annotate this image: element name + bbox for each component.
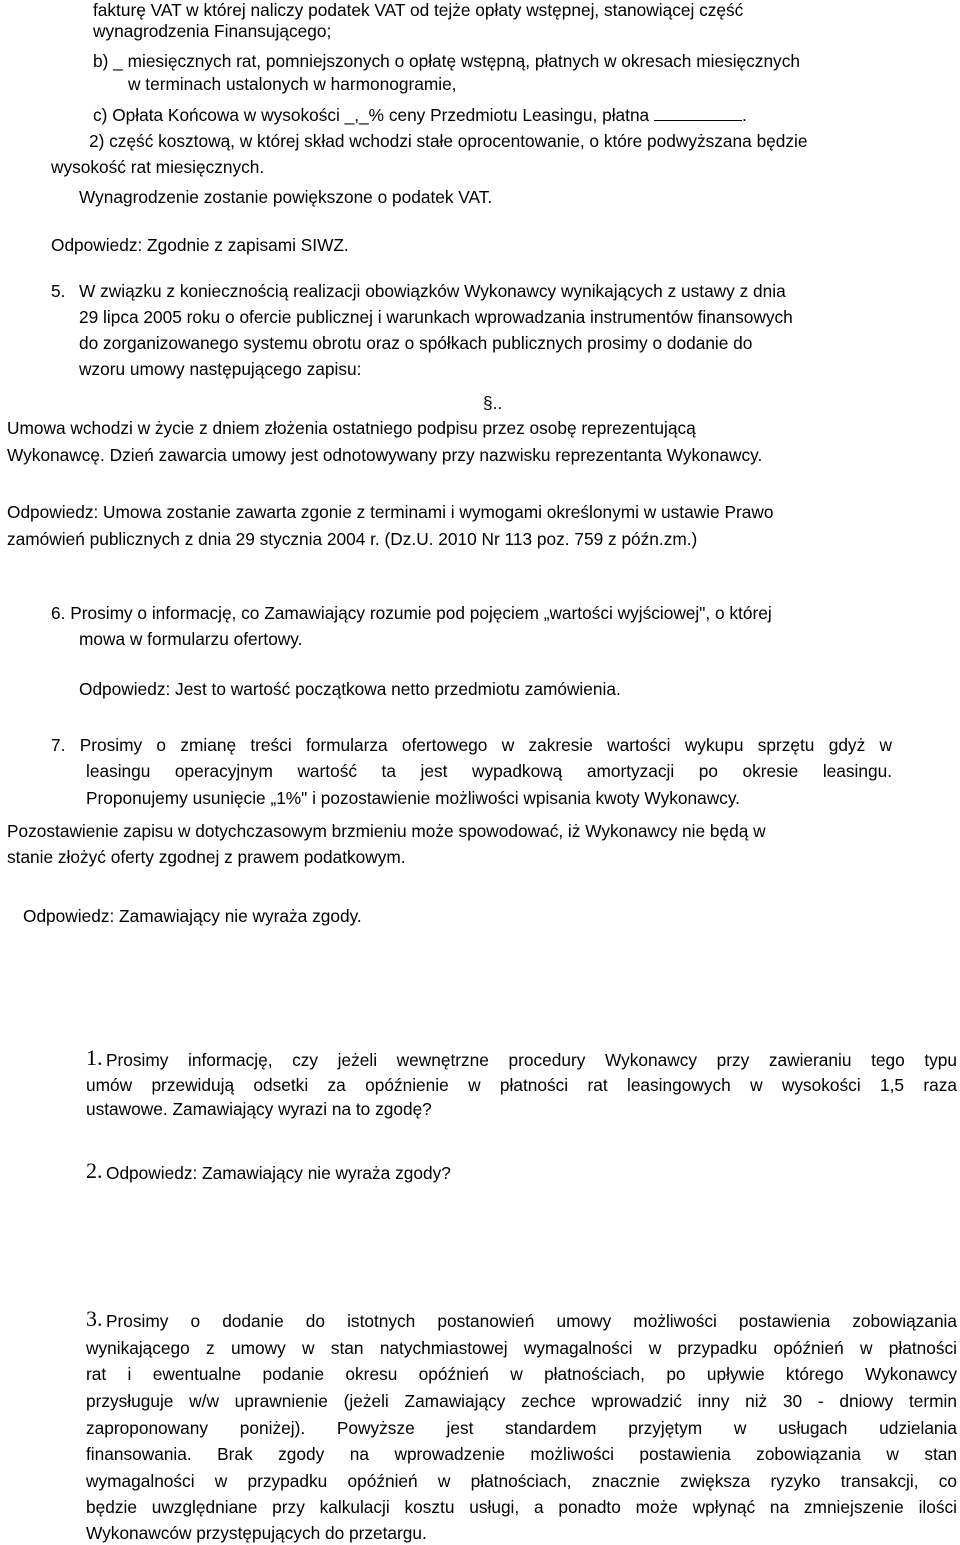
text-line: finansowania. Brak zgody na wprowadzenie możliwości postawienia zobowiązania w stan	[86, 1444, 957, 1464]
text-line: wysokość rat miesięcznych.	[51, 157, 265, 177]
text-line: wynikającego z umowy w stan natychmiastowej wymagalności w przypadku opóźnień w płatności	[86, 1338, 957, 1358]
blank-line	[654, 105, 742, 121]
text-line: Wykonawców przystępujących do przetargu.	[86, 1523, 427, 1543]
text-line: stanie złożyć oferty zgodnej z prawem podatkowym.	[7, 847, 406, 867]
text-line: Proponujemy usunięcie „1%" i pozostawienie możliwości wpisania kwoty Wykonawcy.	[86, 788, 740, 808]
text-line: Prosimy informację, czy jeżeli wewnętrzne procedury Wykonawcy przy zawieraniu tego typu	[106, 1050, 957, 1070]
text-line: Wynagrodzenie zostanie powiększone o podatek VAT.	[79, 187, 493, 207]
item-number: 3.	[86, 1306, 103, 1331]
text-line: Umowa wchodzi w życie z dniem złożenia ostatniego podpisu przez osobę reprezentującą	[7, 418, 696, 438]
answer-text: Odpowiedz: Umowa zostanie zawarta zgonie z terminami i wymogami określonymi w ustawie Prawo	[7, 502, 774, 522]
item-number: 2.	[86, 1158, 103, 1183]
text-line: b) _ miesięcznych rat, pomniejszonych o opłatę wstępną, płatnych w okresach miesięcznych	[93, 51, 800, 71]
text-line: umów przewidują odsetki za opóźnienie w płatności rat leasingowych w wysokości 1,5 raza	[86, 1075, 957, 1095]
text-line: Wykonawcę. Dzień zawarcia umowy jest odnotowywany przy nazwisku reprezentanta Wykonawcy.	[7, 445, 763, 465]
text-line: leasingu operacyjnym wartość ta jest wypadkową amortyzacji po okresie leasingu.	[86, 761, 892, 781]
text-line: 2) część kosztową, w której skład wchodzi stałe oprocentowanie, o które podwyższana będzie	[89, 131, 808, 151]
paragraph-mark: §..	[483, 393, 503, 413]
answer-text: Odpowiedz: Zamawiający nie wyraża zgody.	[23, 906, 362, 926]
text-line: do zorganizowanego systemu obrotu oraz o spółkach publicznych prosimy o dodanie do	[79, 333, 753, 353]
text-line: w terminach ustalonych w harmonogramie,	[128, 74, 457, 94]
text-line: 29 lipca 2005 roku o ofercie publicznej i warunkach wprowadzania instrumentów finansowych	[79, 307, 793, 327]
text-line: zaproponowany poniżej). Powyższe jest standardem przyjętym w usługach udzielania	[86, 1418, 957, 1438]
text-line	[93, 105, 747, 125]
text-line: W związku z koniecznością realizacji obowiązków Wykonawcy wynikających z ustawy z dnia	[79, 281, 786, 301]
text-span: .	[741, 105, 747, 125]
text-line: Pozostawienie zapisu w dotychczasowym brzmieniu może spowodować, iż Wykonawcy nie będą w	[7, 821, 766, 841]
text-line: wynagrodzenia Finansującego;	[93, 21, 332, 41]
item-number: 1.	[86, 1045, 103, 1070]
text-line: wymagalności w przypadku opóźnień w płatnościach, znacznie zwiększa ryzyko transakcji, co	[86, 1471, 957, 1491]
text-span: c) Opłata Końcowa w wysokości _,_% ceny Przedmiotu Leasingu, płatna	[93, 105, 650, 125]
text-line: przysługuje w/w uprawnienie (jeżeli Zamawiający zechce wprowadzić inny niż 30 - dniowy termin	[86, 1391, 957, 1411]
text-line: 7. Prosimy o zmianę treści formularza ofertowego w zakresie wartości wykupu sprzętu gdyż w	[51, 735, 892, 755]
answer-text: zamówień publicznych z dnia 29 stycznia 2004 r. (Dz.U. 2010 Nr 113 poz. 759 z późn.zm.)	[7, 529, 698, 549]
text-line: mowa w formularzu ofertowy.	[79, 629, 303, 649]
text-line: fakturę VAT w której naliczy podatek VAT od tejże opłaty wstępnej, stanowiącej część	[93, 0, 744, 20]
item-number: 5.	[51, 281, 66, 301]
answer-text: Odpowiedz: Zamawiający nie wyraża zgody?	[106, 1163, 451, 1183]
text-line: 6. Prosimy o informację, co Zamawiający rozumie pod pojęciem „wartości wyjściowej", o której	[51, 603, 772, 623]
text-line: Prosimy o dodanie do istotnych postanowień umowy możliwości postawienia zobowiązania	[106, 1311, 957, 1331]
answer-text: Odpowiedz: Jest to wartość początkowa netto przedmiotu zamówienia.	[79, 679, 621, 699]
text-line: ustawowe. Zamawiający wyrazi na to zgodę?	[86, 1099, 432, 1119]
text-line: będzie uwzględniane przy kalkulacji kosztu usługi, a ponadto może wpłynąć na zmniejszenie ilości	[86, 1497, 957, 1517]
text-line: wzoru umowy następującego zapisu:	[79, 359, 362, 379]
text-line: rat i ewentualne podanie okresu opóźnień w płatnościach, po upływie którego Wykonawcy	[86, 1364, 957, 1384]
answer-text: Odpowiedz: Zgodnie z zapisami SIWZ.	[51, 235, 349, 255]
